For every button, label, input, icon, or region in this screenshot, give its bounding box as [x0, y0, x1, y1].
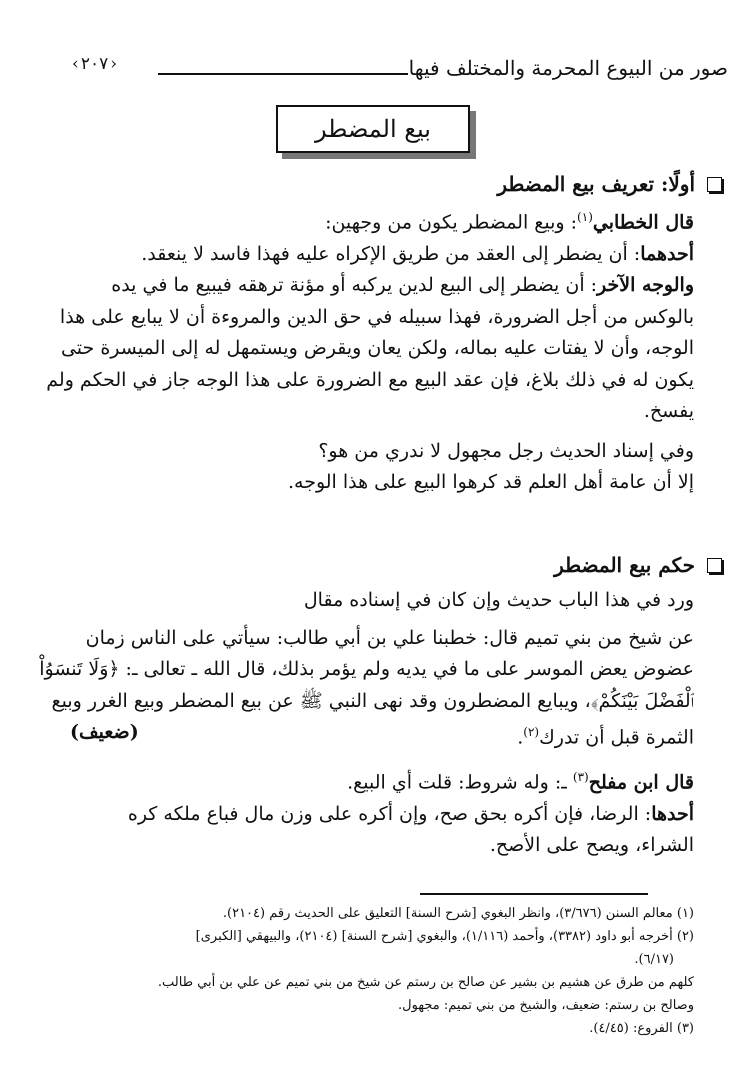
footnotes: [44, 902, 694, 1040]
section-title: أولًا: تعريف بيع المضطر: [497, 172, 695, 196]
section-title: حكم بيع المضطر: [554, 553, 695, 577]
footnote: (٦/١٧).: [634, 952, 674, 967]
footnote-ref: (٣): [572, 769, 589, 784]
text-line: [70, 762, 694, 799]
line-text: يكون له في ذلك بلاغ، فإن عقد البيع مع الضرورة على هذا الوجه جاز في الحكم ولم: [46, 368, 694, 391]
text-line: [59, 302, 694, 334]
footnote: كلهم من طرق عن هشيم بن بشير عن صالح بن رستم عن شيخ من بني تميم عن علي بن أبي طالب.: [157, 975, 694, 990]
chapter-title-box: [276, 105, 470, 153]
section1-body: [46, 202, 694, 499]
bold-lead: أحدهما: [640, 242, 694, 265]
line-text: : أن يضطر إلى العقد من طريق الإكراه عليه فهذا فاسد لا ينعقد.: [141, 242, 641, 265]
line-text: : وبيع المضطر يكون من وجهين:: [325, 211, 578, 234]
text-line: [70, 239, 694, 271]
line-text: ـ: وله شروط: قلت أي البيع.: [347, 771, 573, 794]
line-text: الوجه، وأن لا يفتات عليه بماله، ولكن يعان ويقرض ويستمهل له إلى الميسرة حتى: [60, 337, 694, 360]
footnote-ref: (٢): [523, 725, 540, 739]
bold-lead: والوجه الآخر: [597, 274, 694, 297]
bold-lead: قال ابن مفلح: [588, 771, 694, 794]
footnote-ref: (١): [577, 210, 593, 224]
text-line: [70, 799, 694, 831]
footnote: (١) معالم السنن (٣/٦٧٦)، وانظر البغوي [شرح السنة] التعليق على الحديث رقم (٢١٠٤).: [222, 906, 694, 921]
footnote: (٣) الفروع: (٤/٤٥).: [589, 1021, 694, 1036]
square-bullet-icon: [707, 177, 722, 192]
running-title: صور من البيوع المحرمة والمختلف فيها: [408, 56, 728, 80]
line-text: ٱلْفَضْلَ بَيْنَكُمْ﴾، ويبايع المضطرون وقد نهى النبي ﷺ عن بيع المضطر وبيع الغرر وبيع: [51, 689, 694, 712]
footnote: (٢) أخرجه أبو داود (٣٣٨٢)، وأحمد (١/١١٦)، والبغوي [شرح السنة] (٢١٠٤)، والبيهقي [الكبرى]: [195, 929, 694, 944]
line-text: يفسخ.: [643, 400, 694, 423]
section-heading-ruling: [554, 553, 722, 577]
text-line: [39, 654, 694, 686]
line-text: عن شيخ من بني تميم قال: خطبنا علي بن أبي طالب: سيأتي على الناس زمان: [85, 626, 694, 649]
line-text: الثمرة قبل أن تدرك: [539, 726, 694, 749]
text-line: [70, 717, 694, 754]
section2-body: [39, 585, 694, 862]
chapter-title: بيع المضطر: [315, 115, 431, 143]
text-line: [70, 436, 694, 468]
bold-lead: قال الخطابي: [592, 211, 694, 234]
text-line: [51, 686, 694, 718]
text-line: [70, 202, 694, 239]
text-line: [70, 585, 694, 617]
header-rule: [158, 73, 408, 75]
line-text: وفي إسناد الحديث رجل مجهول لا ندري من هو؟: [318, 439, 694, 462]
page-number: ‹ ٢٠٧ ›: [72, 54, 117, 74]
text-line: [70, 270, 694, 302]
line-text: إلا أن عامة أهل العلم قد كرهوا البيع على هذا الوجه.: [287, 471, 694, 494]
square-bullet-icon: [707, 558, 722, 573]
section-heading-definition: [497, 172, 722, 196]
text-line: [70, 467, 694, 499]
footnote-rule: [420, 893, 648, 895]
line-text: : أن يضطر إلى البيع لدين يركبه أو مؤنة ترهقه فيبيع ما في يده: [111, 274, 598, 297]
text-line: [70, 623, 694, 655]
line-text: عضوض يعض الموسر على ما في يديه ولم يؤمر بذلك، قال الله ـ تعالى ـ: ﴿وَلَا تَنسَوُاْ: [39, 658, 694, 680]
footnote: وصالح بن رستم: ضعيف، والشيخ من بني تميم: مجهول.: [398, 998, 694, 1013]
line-text: الشراء، ويصح على الأصح.: [489, 834, 694, 857]
text-line: [70, 396, 694, 428]
text-line: [70, 830, 694, 862]
line-text: بالوكس من أجل الضرورة، فهذا سبيله في حق الدين والمروءة أن لا يبايع على هذا: [59, 305, 694, 328]
line-tail: .: [517, 726, 524, 749]
text-line: [46, 365, 694, 397]
bold-lead: أحدها: [651, 802, 694, 825]
line-text: ورد في هذا الباب حديث وإن كان في إسناده مقال: [303, 589, 694, 611]
text-line: [60, 333, 694, 365]
hadith-grade: (ضعيف): [70, 721, 139, 743]
line-text: : الرضا، فإن أكره بحق صح، وإن أكره على وزن مال فباع ملكه كره: [127, 802, 652, 825]
